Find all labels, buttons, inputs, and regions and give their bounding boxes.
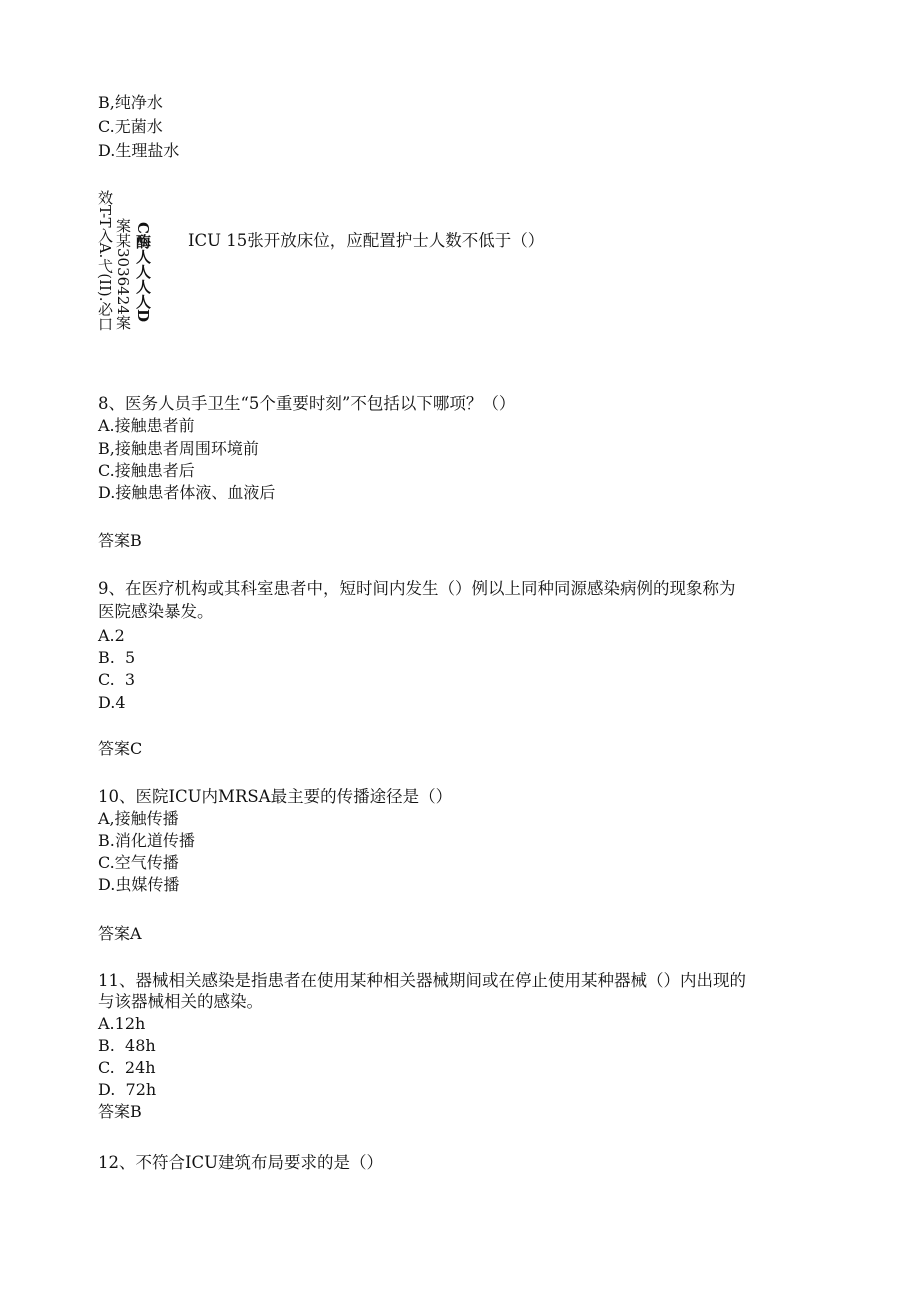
option-d-saline: D.生理盐水 bbox=[98, 141, 180, 160]
question-11-option-d: D. 72h bbox=[98, 1080, 157, 1099]
question-11-option-c: C. 24h bbox=[98, 1058, 156, 1077]
question-9-stem-line1: 9、在医疗机构或其科室患者中，短时间内发生（）例以上同种同源感染病例的现象称为 bbox=[98, 579, 736, 598]
question-8-option-d: D.接触患者体液、血液后 bbox=[98, 483, 276, 502]
question-10-option-b: B.消化道传播 bbox=[98, 831, 195, 850]
question-9-answer: 答案C bbox=[98, 739, 143, 758]
garbled-column-1: 效T-T入A.弋(II).必口 bbox=[96, 190, 114, 332]
question-11-stem-line1: 11、器械相关感染是指患者在使用某种相关器械期间或在停止使用某种器械（）内出现的 bbox=[98, 971, 746, 990]
question-11-stem-line2: 与该器械相关的感染。 bbox=[98, 992, 263, 1011]
question-10-answer: 答案A bbox=[98, 924, 142, 943]
question-9-option-a: A.2 bbox=[98, 626, 125, 645]
question-9-option-c: C. 3 bbox=[98, 670, 136, 689]
question-10-option-c: C.空气传播 bbox=[98, 853, 179, 872]
question-10-option-d: D.虫媒传播 bbox=[98, 875, 180, 894]
garbled-column-3: C酶人人人人D bbox=[134, 222, 152, 322]
question-11-option-a: A.12h bbox=[98, 1014, 146, 1033]
question-11-option-b: B. 48h bbox=[98, 1036, 156, 1055]
question-11-answer: 答案B bbox=[98, 1102, 142, 1121]
option-c-sterile-water: C.无菌水 bbox=[98, 117, 163, 136]
question-10-stem: 10、医院ICU内MRSA最主要的传播途径是（） bbox=[98, 787, 453, 806]
question-10-option-a: A,接触传播 bbox=[98, 809, 179, 828]
option-b-pure-water: B,纯净水 bbox=[98, 93, 163, 112]
question-9-stem-line2: 医院感染暴发。 bbox=[98, 602, 214, 621]
question-8-stem: 8、医务人员手卫生“5个重要时刻”不包括以下哪项？（） bbox=[98, 394, 516, 413]
question-9-option-b: B. 5 bbox=[98, 648, 136, 667]
question-9-option-d: D.4 bbox=[98, 693, 126, 712]
question-8-option-c: C.接触患者后 bbox=[98, 461, 195, 480]
question-8-option-b: B,接触患者周围环境前 bbox=[98, 439, 259, 458]
question-8-answer: 答案B bbox=[98, 531, 142, 550]
question-icu-nurses: ICU 15张开放床位，应配置护士人数不低于（） bbox=[188, 231, 545, 250]
garbled-column-2: 案某3036424案 bbox=[114, 218, 132, 330]
question-8-option-a: A.接触患者前 bbox=[98, 416, 195, 435]
question-12-stem: 12、不符合ICU建筑布局要求的是（） bbox=[98, 1153, 384, 1172]
